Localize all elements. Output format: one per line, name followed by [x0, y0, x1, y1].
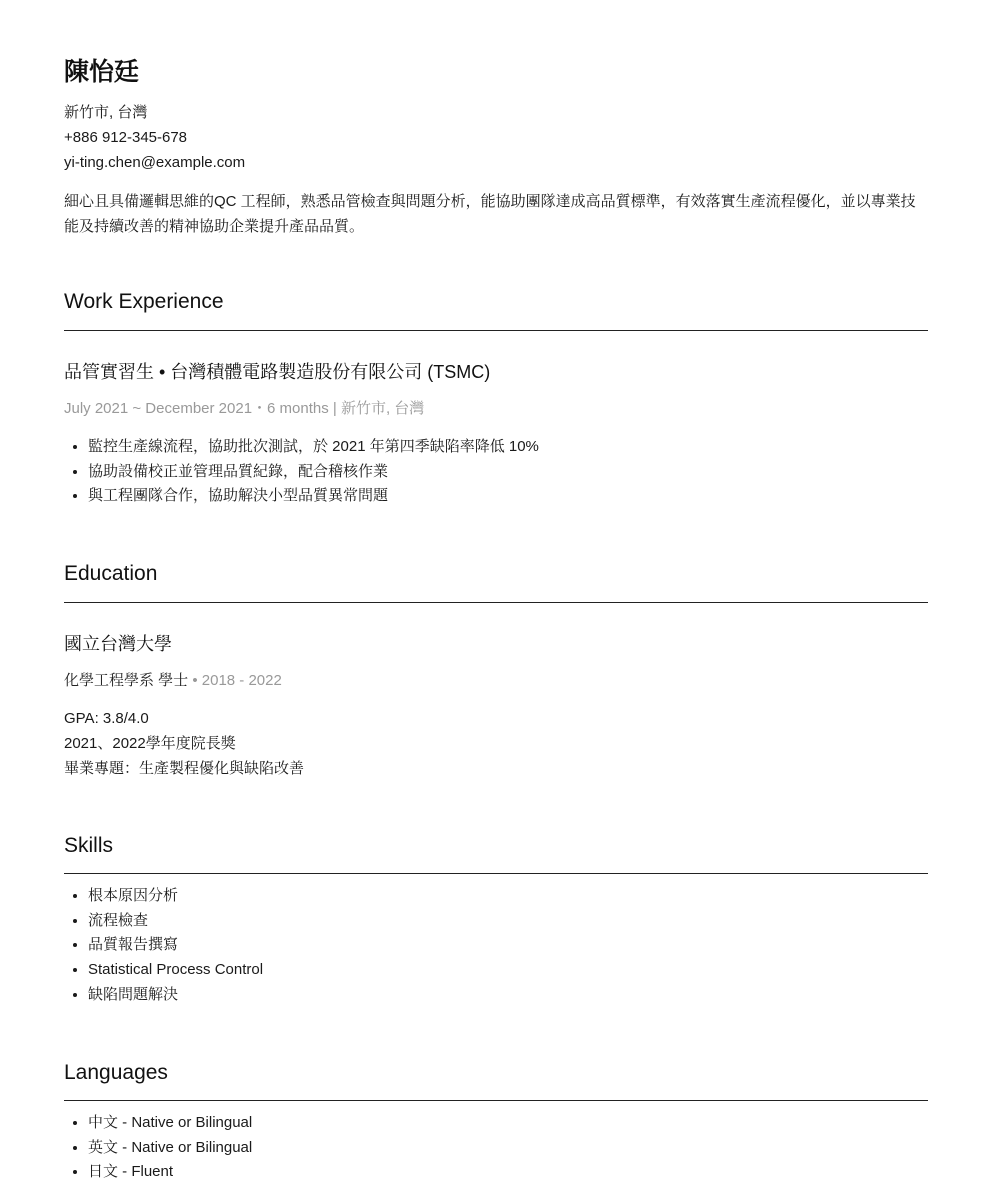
- job-bullet: • 與工程團隊合作，協助解決小型品質異常問題: [88, 484, 539, 509]
- job-bullet: • 監控生產線流程，協助批次測試，於 2021 年第四季缺陷率降低 10%: [88, 435, 539, 460]
- education-divider: [64, 602, 928, 603]
- email-text: yi-ting.chen@example.com: [64, 154, 246, 171]
- languages-heading: Languages: [64, 1061, 168, 1084]
- summary-paragraph: 細心且具備邏輯思維的QC 工程師，熟悉品管檢查與問題分析，能協助團隊達成高品質標準，有效落實生產流程優化，並以專業技能及持續改善的精神協助企業提升產品品質。: [64, 193, 916, 235]
- education-heading: Education: [64, 562, 158, 585]
- contact-info: [64, 100, 245, 175]
- skill-item: • 品質報告撰寫: [88, 933, 263, 958]
- languages-divider: [64, 1100, 928, 1101]
- skill-item: • 流程檢查: [88, 909, 263, 934]
- degree-years: • 2018 - 2022: [188, 672, 282, 689]
- job-title: 品管實習生 • 台灣積體電路製造股份有限公司 (TSMC): [64, 362, 491, 382]
- skill-item: • Statistical Process Control: [88, 958, 263, 983]
- phone-text: +886 912-345-678: [64, 129, 188, 146]
- skill-item: • 缺陷問題解決: [88, 983, 263, 1008]
- work-experience-heading: Work Experience: [64, 290, 224, 313]
- language-item: • 中文 - Native or Bilingual: [88, 1111, 252, 1136]
- job-meta: July 2021 ~ December 2021・6 months | 新竹市, 台灣: [64, 400, 425, 417]
- school-name: 國立台灣大學: [64, 634, 172, 654]
- degree-text: 化學工程學系 學士: [64, 672, 189, 689]
- job-bullets: [64, 435, 539, 509]
- language-item: • 英文 - Native or Bilingual: [88, 1136, 252, 1161]
- work-divider: [64, 330, 928, 331]
- candidate-name: 陳怡廷: [64, 58, 140, 86]
- education-detail: 畢業專題：生產製程優化與缺陷改善: [64, 760, 305, 777]
- education-details: [64, 706, 304, 781]
- job-bullet: • 協助設備校正並管理品質紀錄，配合稽核作業: [88, 460, 539, 485]
- education-detail: 2021、2022學年度院長獎: [64, 735, 236, 752]
- language-item: • 日文 - Fluent: [88, 1160, 252, 1185]
- location-text: 新竹市, 台灣: [64, 104, 148, 121]
- education-detail: GPA: 3.8/4.0: [64, 710, 149, 727]
- languages-list: [64, 1111, 252, 1185]
- degree-meta: [64, 669, 282, 690]
- skill-item: • 根本原因分析: [88, 884, 263, 909]
- skills-list: [64, 884, 263, 1008]
- skills-heading: Skills: [64, 834, 114, 857]
- skills-divider: [64, 873, 928, 874]
